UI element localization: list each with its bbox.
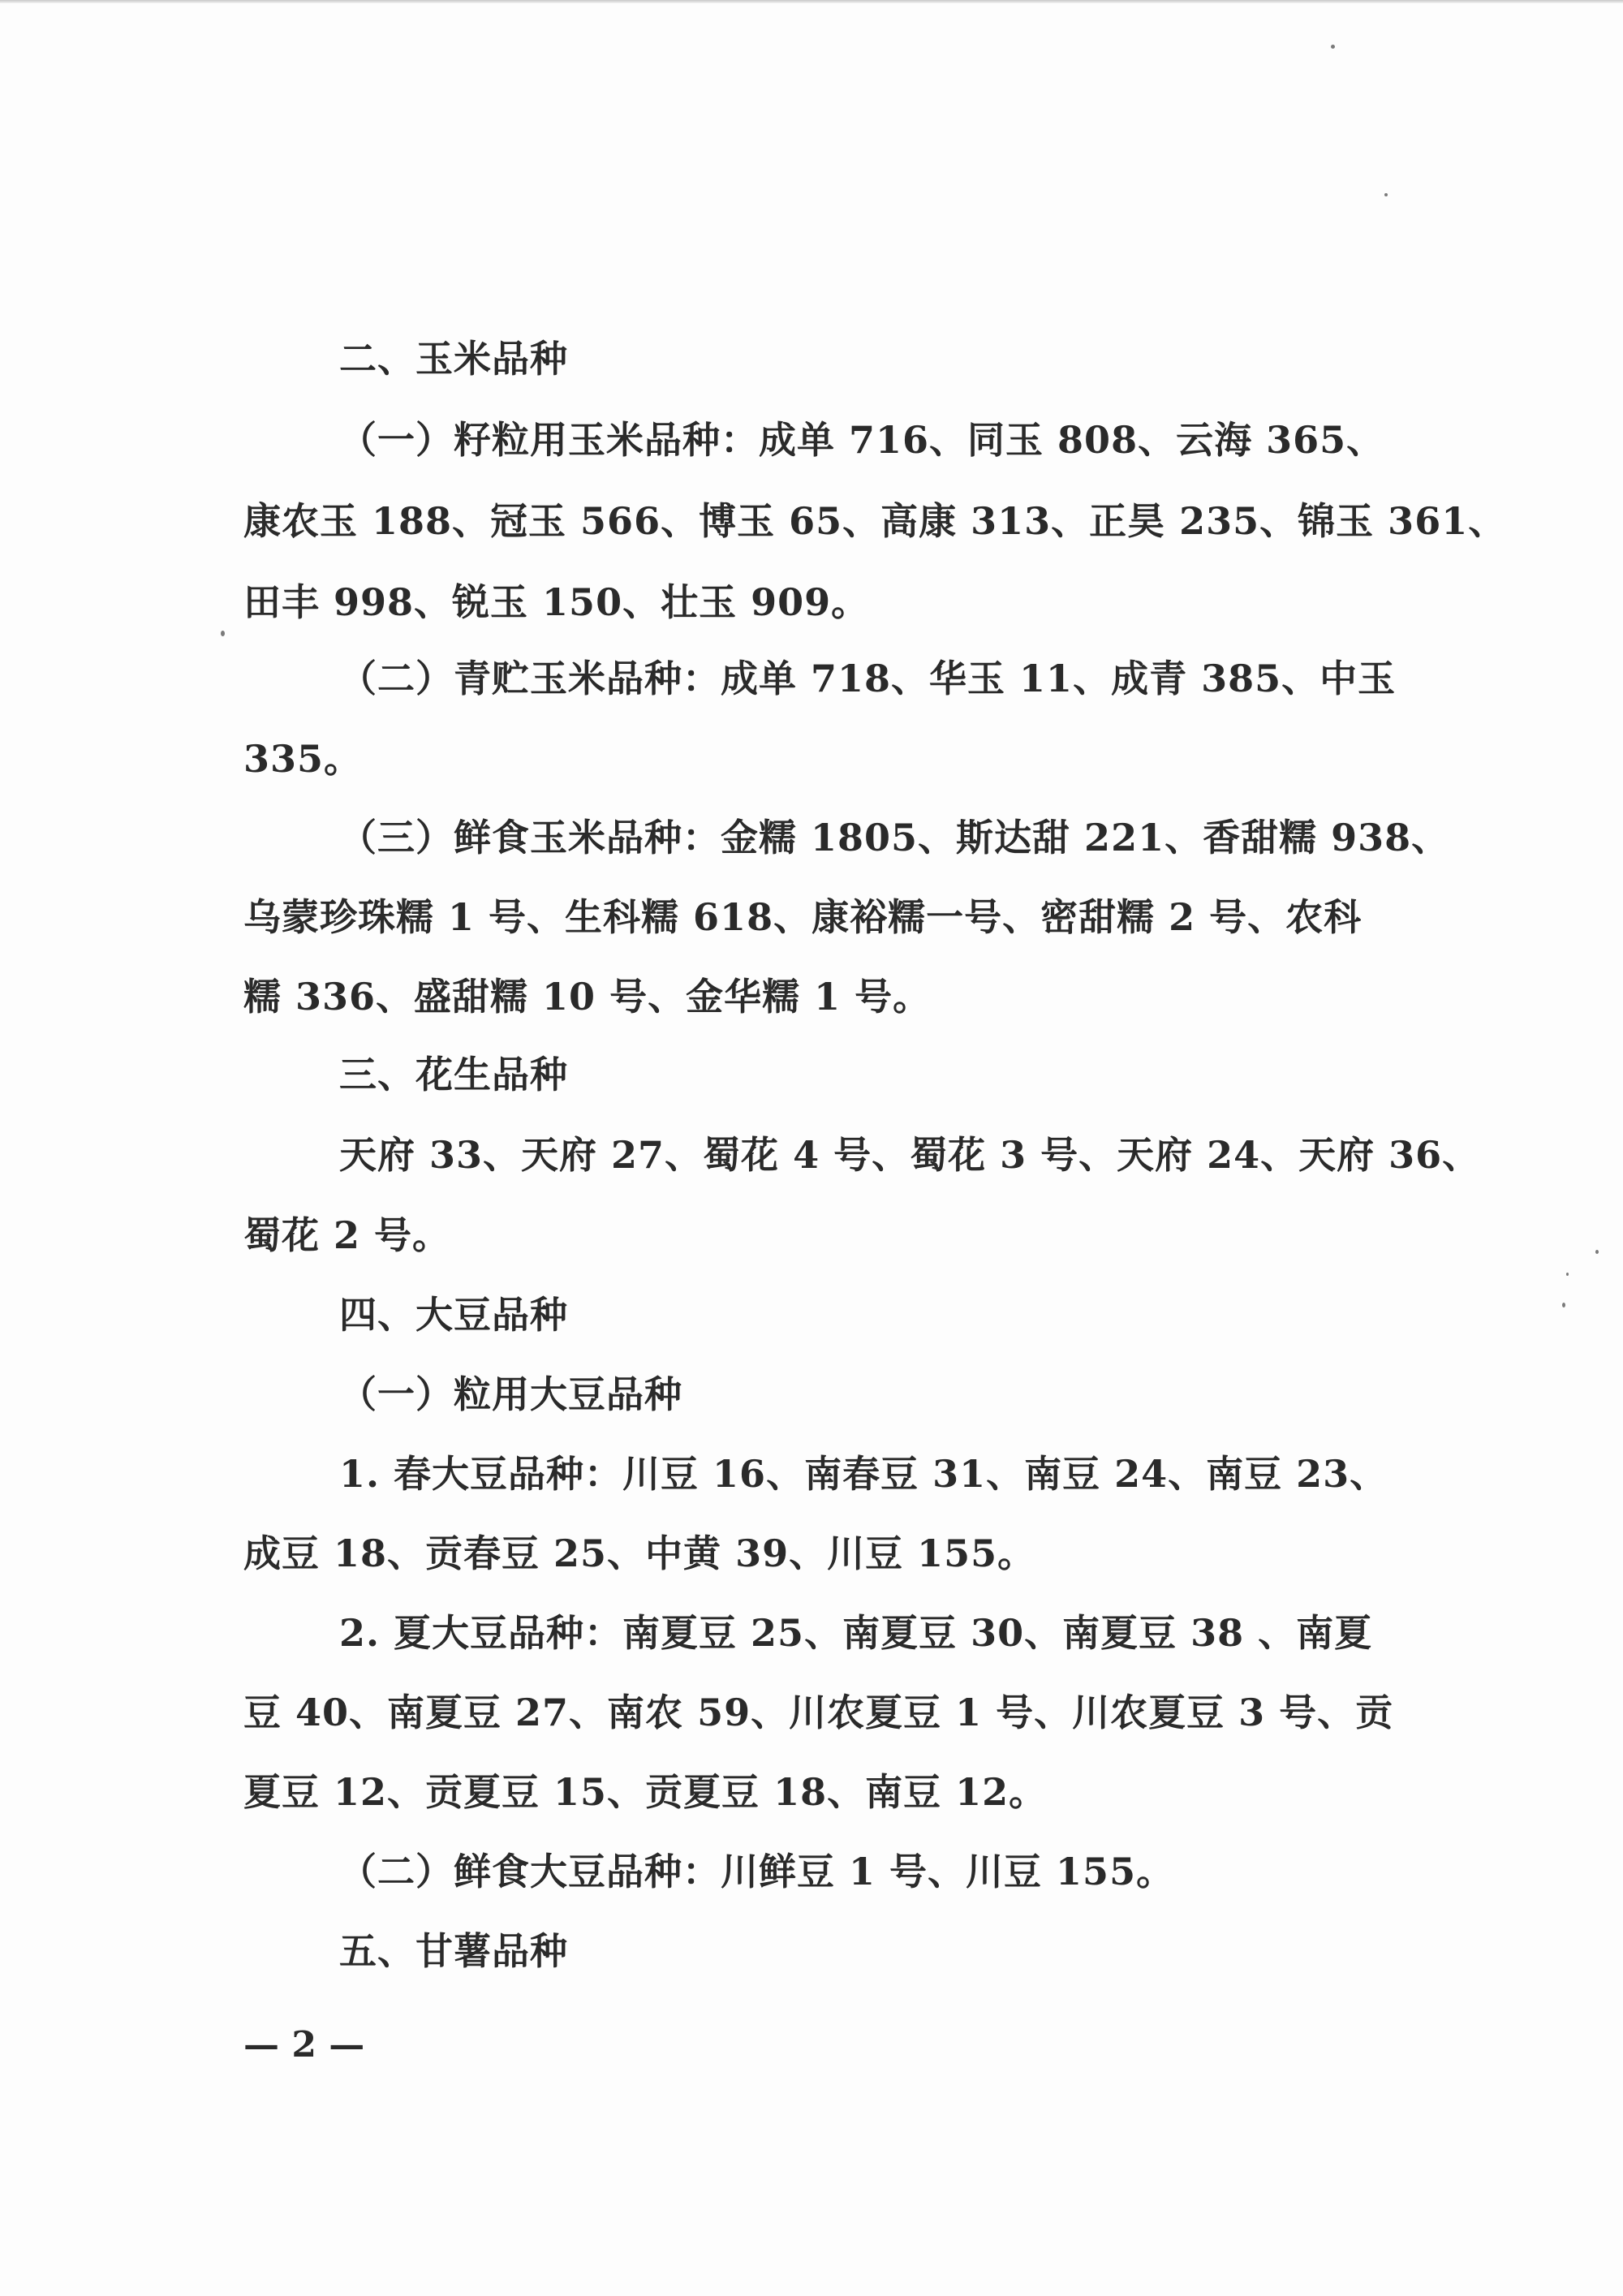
peanut-heading: 三、花生品种 (339, 1053, 568, 1096)
peanut-line-2: 蜀花 2 号。 (243, 1213, 451, 1257)
scan-speck (1562, 1303, 1565, 1307)
corn-fresh-line-3: 糯 336、盛甜糯 10 号、金华糯 1 号。 (243, 975, 932, 1019)
corn-fresh-line-2: 乌蒙珍珠糯 1 号、生科糯 618、康裕糯一号、密甜糯 2 号、农科 (243, 895, 1363, 939)
soybean-fresh-line: （二）鲜食大豆品种：川鲜豆 1 号、川豆 155。 (339, 1850, 1175, 1893)
corn-fresh-line-1: （三）鲜食玉米品种：金糯 1805、斯达甜 221、香甜糯 938、 (339, 816, 1450, 859)
corn-kernel-line-1: （一）籽粒用玉米品种：成单 716、同玉 808、云海 365、 (339, 418, 1385, 462)
sweetpotato-heading: 五、甘薯品种 (339, 1929, 568, 1973)
corn-kernel-line-3: 田丰 998、锐玉 150、壮玉 909。 (243, 580, 870, 624)
corn-silage-line-2: 335。 (243, 737, 363, 781)
soybean-spring-line-2: 成豆 18、贡春豆 25、中黄 39、川豆 155。 (243, 1531, 1036, 1575)
scan-speck (221, 631, 225, 636)
soybean-summer-line-3: 夏豆 12、贡夏豆 15、贡夏豆 18、南豆 12。 (243, 1770, 1048, 1814)
peanut-line-1: 天府 33、天府 27、蜀花 4 号、蜀花 3 号、天府 24、天府 36、 (339, 1133, 1481, 1177)
corn-silage-line-1: （二）青贮玉米品种：成单 718、华玉 11、成青 385、中玉 (339, 657, 1397, 700)
scan-speck (1595, 1250, 1599, 1254)
scan-speck (1384, 193, 1388, 196)
scan-speck (1566, 1273, 1569, 1276)
scan-edge (0, 0, 1623, 3)
soybean-spring-line-1: 1. 春大豆品种：川豆 16、南春豆 31、南豆 24、南豆 23、 (339, 1452, 1388, 1496)
soybean-summer-line-2: 豆 40、南夏豆 27、南农 59、川农夏豆 1 号、川农夏豆 3 号、贡 (243, 1691, 1394, 1734)
page-number: — 2 — (243, 2024, 365, 2066)
soybean-grain-subheading: （一）粒用大豆品种 (339, 1372, 682, 1416)
soybean-heading: 四、大豆品种 (339, 1293, 568, 1337)
soybean-summer-line-1: 2. 夏大豆品种：南夏豆 25、南夏豆 30、南夏豆 38 、南夏 (339, 1611, 1373, 1655)
scan-speck (1331, 45, 1335, 49)
corn-heading: 二、玉米品种 (339, 337, 568, 381)
corn-kernel-line-2: 康农玉 188、冠玉 566、博玉 65、高康 313、正昊 235、锦玉 361、 (243, 499, 1507, 543)
